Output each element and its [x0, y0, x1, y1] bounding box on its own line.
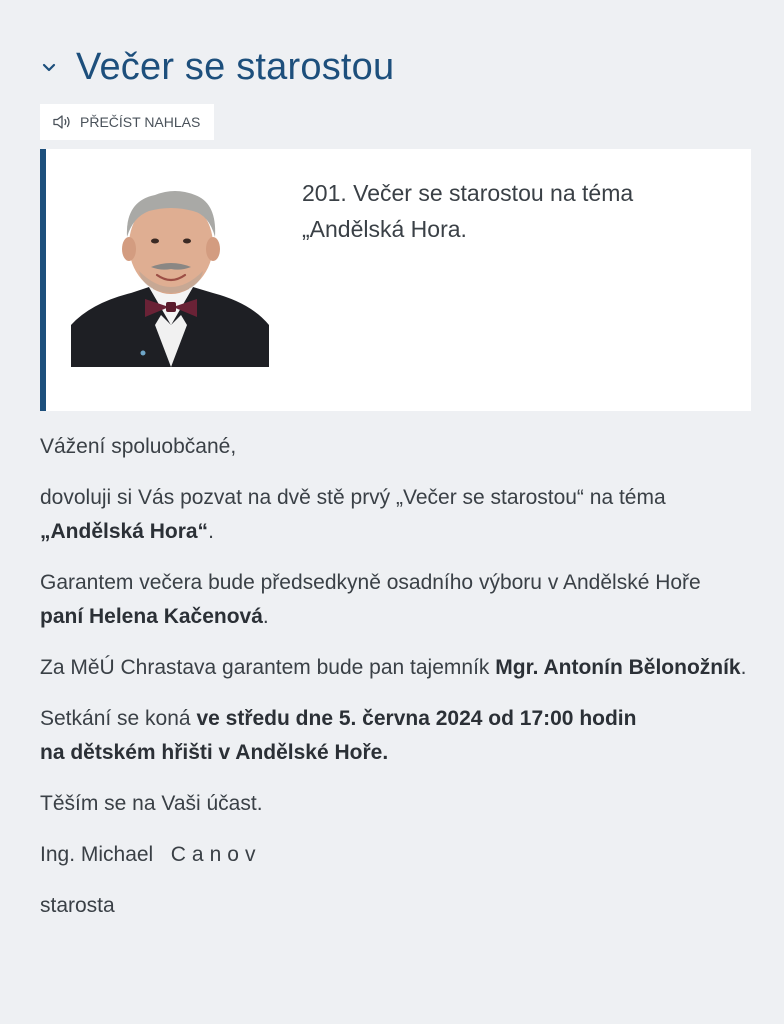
closing: Těším se na Vaši účast. [40, 792, 263, 815]
greeting: Vážení spoluobčané, [40, 435, 237, 458]
chevron-down-icon[interactable] [38, 56, 60, 78]
meeting-date: ve středu dne 5. června 2024 od 17:00 hodin [196, 707, 637, 730]
signature-last-name: Canov [170, 843, 262, 866]
signature [40, 838, 750, 872]
intro-line-2: „Andělská Hora. [302, 216, 467, 242]
read-aloud-label: PŘEČÍST NAHLAS [80, 114, 201, 130]
guarantor-text: Garantem večera bude předsedkyně osadního výboru v Andělské Hoře [40, 571, 701, 594]
paragraph-invitation [40, 481, 750, 549]
office-text: Za MěÚ Chrastava garantem bude pan tajemník [40, 656, 490, 679]
paragraph-office [40, 651, 750, 685]
paragraph-guarantor [40, 566, 750, 634]
invitation-end: . [208, 520, 214, 543]
meeting-place: na dětském hřišti v Andělské Hoře. [40, 741, 389, 764]
intro-line-1: 201. Večer se starostou na téma [302, 180, 634, 206]
guarantor-name: paní Helena Kačenová [40, 605, 263, 628]
meeting-text: Setkání se koná [40, 707, 191, 730]
section-header[interactable] [38, 44, 394, 90]
office-secretary-name: Mgr. Antonín Bělonožník [495, 656, 741, 679]
signature-first-name: Ing. Michael [40, 843, 154, 866]
invitation-topic: „Andělská Hora“ [40, 520, 209, 543]
page-title: Večer se starostou [76, 46, 395, 88]
guarantor-end: . [262, 605, 269, 628]
mayor-portrait [71, 175, 269, 367]
article-body [40, 430, 750, 940]
paragraph-meeting [40, 702, 750, 770]
speaker-icon [52, 113, 74, 131]
invitation-text: dovoluji si Vás pozvat na dvě stě prvý „Večer se starostou“ na téma [40, 486, 666, 509]
intro-text [302, 175, 722, 247]
intro-card [40, 149, 751, 411]
signature-role: starosta [40, 894, 115, 917]
read-aloud-button[interactable] [40, 104, 214, 140]
office-end: . [740, 656, 747, 679]
